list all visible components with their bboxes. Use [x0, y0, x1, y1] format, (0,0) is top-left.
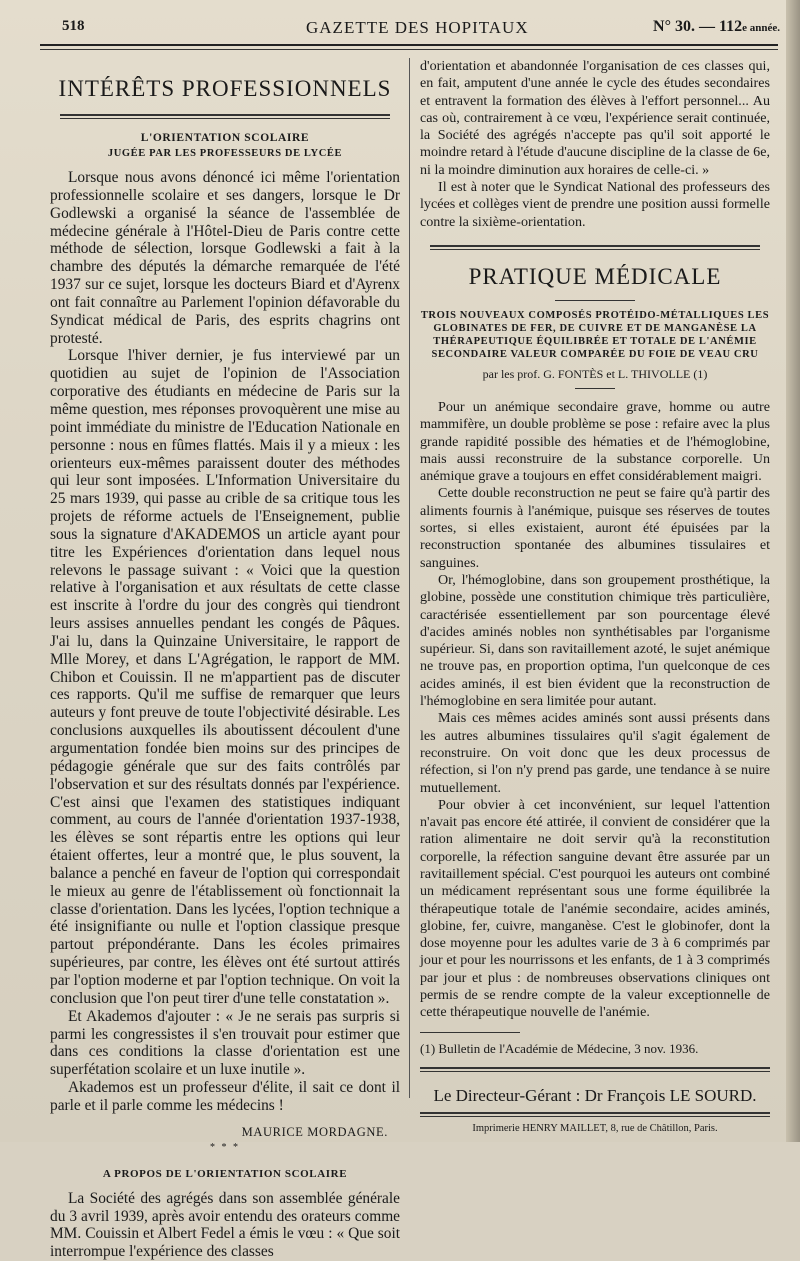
footnote-rule [420, 1032, 520, 1033]
page-header [62, 18, 780, 40]
second-article-title: A PROPOS DE L'ORIENTATION SCOLAIRE [102, 1167, 348, 1180]
paragraph: Pour un anémique secondaire grave, homme ou autre mammifère, un double problème se pose : refaire avec la plus grande rapidité possible des hématies et de l'hémoglobine, mais aussi reconstruire de la substance corporelle. Un anémique grave a toujours en effet considérablement maigri. [420, 398, 770, 485]
signature: MAURICE MORDAGNE. [241, 1124, 388, 1139]
title-rule [555, 300, 635, 301]
paragraph: Or, l'hémoglobine, dans son groupement prosthétique, la globine, possède une constitution chimique très particulière, caractérisée essentiellement par son pourcentage élevé d'acides aminés nobles non synthétisables par l'organisme supérieur. Si, dans son ravitaillement azoté, le sujet anémique ne trouve pas, en proportion optima, l'un quelconque de ces acides aminés, il est bien évident que la reconstruction de l'hémoglobine en sera limitée pour autant. [420, 571, 770, 710]
paragraph: Lorsque nous avons dénoncé ici même l'orientation professionnelle scolaire et ses dangers, lorsque le Dr Godlewski a organisé la séance de l'assemblée de médecine générale à l'Hôtel-Dieu de Paris contre cette méthode de sélection, lorsque Godlewski a fait à la chambre des députés la démarche remarquée de l'été 1937 sur ce sujet, lorsque les docteurs Biard et d'Ayrenx ont fait connaître au Parlement l'opinion défavorable du Syndicat médical de Paris, des esprits chagrins ont protesté. [50, 169, 400, 347]
column-divider [409, 58, 410, 1098]
footer-rule [420, 1112, 770, 1117]
paragraph: Cette double reconstruction ne peut se faire qu'à partir des aliments fournis à l'anémique, puisque ses réserves de toutes sortes, si elles existaient, auront été épuisées par la reconstruction spontanée des albumines tissulaires et sanguines. [420, 485, 770, 571]
paragraph: Il est à noter que le Syndicat National des professeurs des lycées et collèges vient de prendre une position aussi formelle contre la sixième-orientation. [420, 179, 770, 230]
section-rule [60, 114, 390, 119]
byline-rule [575, 388, 615, 389]
article-title: L'ORIENTATION SCOLAIRE [140, 132, 310, 144]
paragraph: d'orientation et abandonnée l'organisation de ces classes qui, en fait, amputent d'une année le cycle des études secondaires et entravent la formation des élèves à l'effort personnel... Au cas où, contrairement à ce vœu, l'expérience serait continuée, la Société des agrégés n'accepte pas qu'il soit apporté le moindre retard à l'étude d'aucune discipline de la classe de 6e, ni la moindre diminution aux horaires de celle-ci. » [420, 58, 770, 178]
printer-line: Imprimerie HENRY MAILLET, 8, rue de Châtillon, Paris. [472, 1122, 718, 1134]
article-subtitle: JUGÉE PAR LES PROFESSEURS DE LYCÉE [107, 148, 343, 159]
issue-number: N° 30. — 112e année. [653, 18, 780, 35]
right-column [420, 58, 770, 1134]
paragraph: Akademos est un professeur d'élite, il sait ce dont il parle et il parle comme les médecins ! [50, 1079, 400, 1114]
left-column [50, 58, 400, 1261]
section-rule [430, 245, 760, 250]
paragraph: La Société des agrégés dans son assemblée générale du 3 avril 1939, après avoir entendu des orateurs comme MM. Couissin et Albert Fedel a émis le vœu : « Que soit interrompue l'expérience des classes [50, 1189, 400, 1261]
footer-rule [420, 1067, 770, 1072]
footnote: (1) Bulletin de l'Académie de Médecine, 3 nov. 1936. [420, 1040, 699, 1056]
paragraph: Lorsque l'hiver dernier, je fus interviewé par un quotidien au sujet de l'opinion de l'Association corporative des étudiants en médecine de Paris sur la même question, mes réponses provoquèrent une mise au point immédiate du ministre de l'Education Nationale en personne : nous en fûmes flattés. Mais il y a mieux : les orienteurs eux-mêmes paraissent douter des méthodes qui leur sont imposées. L'Information Universitaire du 25 mars 1939, qui passe au crible de sa critique tous les projets de réforme actuels de l'Enseignement, publie sous la signature d'AKADEMOS un article ayant pour titre les Expériences d'orientation dans lequel nous relevons le passage suivant : « Voici que la question relative à l'organisation et aux résultats de cette classe est inscrite à l'ordre du jour des congrès qui tiendront leurs assises annuelles pendant les congés de Pâques. J'ai lu, dans la Quinzaine Universitaire, le rapport de Mlle Morey, et dans L'Agrégation, le rapport de MM. Chibon et Couissin. Il ne m'appartient pas de discuter ces rapports. Qu'il me suffise de remarquer que leurs auteurs y font preuve de toute l'objectivité désirable. Les conclusions auxquelles ils aboutissent découlent d'une argumentation fondée bien moins sur des principes de pédagogie générale que sur des faits contrôlés par l'observation et sur des résultats donnés par l'expérience. C'est ainsi que l'examen des statistiques indiquant comment, au cours de l'année d'orientation 1937-1938, les élèves se sont répartis entre les options qui leur étaient offertes, leur a montré que, le plus souvent, la balance a penché en faveur de l'option qui correspondait le mieux au genre de l'établissement où fonctionnait la classe d'orientation. Dans les lycées, l'option technique a été insignifiante ou nulle et l'option classique presque partout prépondérante. Dans les écoles primaires supérieures, par contre, les élèves ont été surtout attirés par l'option moderne et par l'option technique. On voit la conclusion que l'on peut tirer d'une telle constatation ». [50, 347, 400, 1007]
section-title: PRATIQUE MÉDICALE [468, 263, 722, 289]
section-title: INTÉRÊTS PROFESSIONNELS [58, 76, 392, 101]
paragraph: Et Akademos d'ajouter : « Je ne serais pas surpris si parmi les congressistes il s'en trouvait pour estimer que dans ces conditions la classe d'orientation est une superfétation scolaire et un luxe inutile ». [50, 1007, 400, 1079]
paragraph: Pour obvier à cet inconvénient, sur lequel l'attention n'avait pas encore été attirée, il convient de considérer que la ration alimentaire ne doit servir qu'à la reconstitution corporelle, la réfection sanguine devant être assurée par un ravitaillement spécial. C'est pourquoi les auteurs ont combiné un médicament représentant sous une forme équilibrée la thérapeutique totale de l'anémie secondaire, acides aminés, globine, fer, cuivre, manganèse. C'est le globinofer, dont la dose moyenne pour les adultes varie de 3 à 6 comprimés par jour et pour les nourrissons et les enfants, de 1 à 3 comprimés par jour et plus : de nombreuses observations cliniques ont permis de se rendre compte de la valeur exceptionnelle de cette thérapeutique nouvelle de l'anémie. [420, 796, 770, 1021]
header-rule-thin [40, 49, 778, 50]
paragraph: Mais ces mêmes acides aminés sont aussi présents dans les autres albumines tissulaires qu'il s'agit également de reconstruire. On voit donc que les deux processus de réfection, si l'on n'y prend pas garde, une tendance à se nuire mutuellement. [420, 710, 770, 796]
page-number: 518 [62, 18, 85, 34]
director-line: Le Directeur-Gérant : Dr François LE SOURD. [433, 1085, 757, 1105]
journal-title: GAZETTE DES HOPITAUX [306, 18, 529, 37]
byline: par les prof. G. FONTÈS et L. THIVOLLE (1) [482, 366, 708, 381]
article-title: TROIS NOUVEAUX COMPOSÉS PROTÉIDO-MÉTALLIQUES LES GLOBINATES DE FER, DE CUIVRE ET DE MANGANÈSE LA THÉRAPEUTIQUE ÉQUILIBRÉE ET TOTALE DE L'ANÉMIE SECONDAIRE VALEUR COMPARÉE DU FOIE DE VEAU CRU [420, 309, 770, 360]
separator-stars: * * * [210, 1141, 240, 1153]
page-edge [786, 0, 800, 1142]
header-rule [40, 44, 778, 46]
